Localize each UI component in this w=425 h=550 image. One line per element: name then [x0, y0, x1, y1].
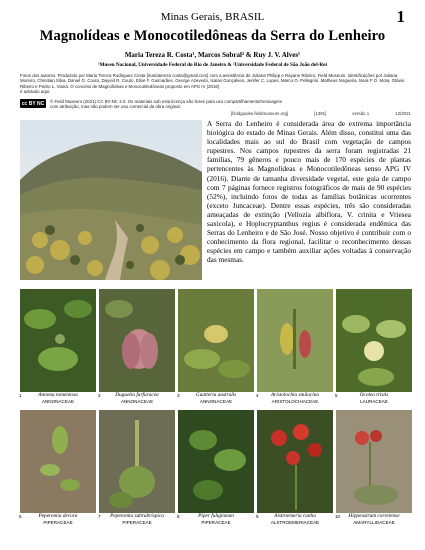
plate-caption-5 — [335, 393, 413, 404]
guide-site-link[interactable]: [fieldguides.fieldmuseum.org] — [231, 111, 289, 116]
plate-photo-5 — [336, 289, 412, 392]
info-bar — [231, 111, 411, 116]
credits-text: Fotos dos autores. Produzido por Maria Tereza Rodrigues Costa [mariatereza costa@gmail.com] com a assistência de Juliana Philipp e Rayane Ribeiro, Field Museum. Identificações por Juliana Moreiro, Christian Silva, Daniel G. Couto, Dayvid R. Couto, Elsie F. Guimarães, George Azevedo, Isaías Gonçalves, Jenifer C. Lopes, Marco O. Pellegrini, Matheus Nogueira, Nara F O. Mota, Otávio Ribeiro e Pedro L. Viana. O conceito de Magnolídeas e Monocotiledôneas proposto em APG IV (2016) — [20, 73, 405, 89]
plate-photo-9 — [257, 410, 333, 513]
plate-number-8: 8 — [177, 514, 180, 519]
guide-date: 12/2021 — [395, 111, 411, 116]
hero-landscape-photo — [20, 120, 202, 280]
plate-family-5: LAURACEAE — [360, 398, 388, 404]
plate-number-6: 6 — [19, 514, 22, 519]
intro-text: A Serra do Lenheiro é considerada área de extrema importância biológica do estado de Minas Gerais. Além disso, constitui uma das localidades mais ao sul do Brasil com vegetação de campos rupestres. Nos campos rupestres da serra foram registradas 21 famílias, 79 gêneros e pouco mais de 170 espécies de plantas pertencentes às Magnolídeas e Monocotiledôneas senso APG IV (2016). Diante de tamanha diversidade vegetal, este guia de campo com 7 páginas fornece registros fotográficos de mais de 90 espécies (52%), incluindo fotos de todas as famílias botânicas ocorrentes (exceto Juncaceae). Dentre essas espécies, três são consideradas ameaçadas de extinção (Vellozia albiflora, V. crinita e Vriesea saxicola), e Hoplocryptanthus regius é considerada endêmica das Serras do Lenheiro e de São José. Nosso objetivo é contribuir com o conhecimento da flora regional, facilitar o reconhecimento dessas espécies em campo e também auxiliar ações voltadas à conservação das mesmas. — [207, 119, 411, 265]
institutions: ¹Museu Nacional, Universidade Federal do Rio de Janeiro & ²Universidade Federal de São João del-Rei — [98, 62, 327, 68]
plate-species-6: Peperomia decora — [38, 513, 78, 519]
plate-photo-2 — [99, 289, 175, 392]
plate-family-4: ARISTOLOCHIACEAE — [271, 398, 319, 404]
plate-species-10: Hippeastrum correiense — [348, 513, 400, 519]
plate-number-2: 2 — [98, 393, 101, 398]
plate-species-7: Peperomia subrubrispica — [110, 513, 164, 519]
plate-species-3: Guatteria australis — [195, 392, 237, 398]
plate-family-6: PIPERACEAE — [43, 519, 73, 525]
plate-family-2: ANNONACEAE — [120, 398, 154, 404]
plate-caption-3 — [177, 393, 255, 404]
plate-species-4: Aristolochia smilacina — [270, 392, 320, 398]
plate-caption-6 — [19, 514, 97, 525]
plate-family-1: ANNONACEAE — [41, 398, 75, 404]
license-block — [20, 99, 290, 109]
plate-family-3: ANNONACEAE — [199, 398, 233, 404]
plate-family-8: PIPERACEAE — [201, 519, 231, 525]
guide-version: versão 1 — [352, 111, 370, 116]
plate-caption-7 — [98, 514, 176, 525]
plate-photo-10 — [336, 410, 412, 513]
plate-caption-1 — [19, 393, 97, 404]
cc-license-icon: cc BY NC — [21, 100, 45, 107]
guide-id: [1381] — [314, 111, 327, 116]
page-title: Magnolídeas e Monocotiledôneas da Serra do Lenheiro — [39, 28, 386, 44]
plate-photo-6 — [20, 410, 96, 513]
plate-number-3: 3 — [177, 393, 180, 398]
plate-photo-7 — [99, 410, 175, 513]
plate-number-4: 4 — [256, 393, 259, 398]
plate-family-9: ALSTROEMERIACEAE — [270, 519, 320, 525]
plate-caption-4 — [256, 393, 334, 404]
plate-number-7: 7 — [98, 514, 101, 519]
plate-photo-8 — [178, 410, 254, 513]
plate-family-10: AMARYLLIDACEAE — [353, 519, 395, 525]
plate-caption-8 — [177, 514, 255, 525]
plate-species-2: Duguetia furfuracea — [115, 392, 159, 398]
plate-species-8: Piper fuligineum — [198, 513, 234, 519]
plate-caption-10 — [335, 514, 413, 525]
page-number: 1 — [396, 7, 405, 26]
location-label: Minas Gerais, BRASIL — [160, 11, 265, 23]
plate-number-5: 5 — [335, 393, 338, 398]
plate-photo-1 — [20, 289, 96, 392]
plate-photo-4 — [257, 289, 333, 392]
credits-block — [20, 73, 410, 95]
plate-species-1: Annona tomentosa — [38, 392, 78, 398]
plate-caption-2 — [98, 393, 176, 404]
authors: Maria Tereza R. Costa¹, Marcos Sobral² & Ruy J. V. Alves¹ — [124, 51, 301, 59]
license-text: © Field Museum (2021) CC BY-NC 4.0. Os materiais sob esta licença são livres para uso compartilhamento/remixagem com atribuição, mas não podem ser uso comercial da obra original. — [50, 99, 283, 110]
plate-number-1: 1 — [19, 393, 22, 398]
plate-species-5: Ocotea tristis — [359, 392, 389, 398]
plate-photo-3 — [178, 289, 254, 392]
credits-tail: é adotado aqui. — [20, 89, 51, 95]
plate-species-9: Alstroemeria cunha — [274, 513, 316, 519]
plate-number-10: 10 — [335, 514, 341, 519]
plate-caption-9 — [256, 514, 334, 525]
plate-family-7: PIPERACEAE — [122, 519, 152, 525]
plate-number-9: 9 — [256, 514, 259, 519]
